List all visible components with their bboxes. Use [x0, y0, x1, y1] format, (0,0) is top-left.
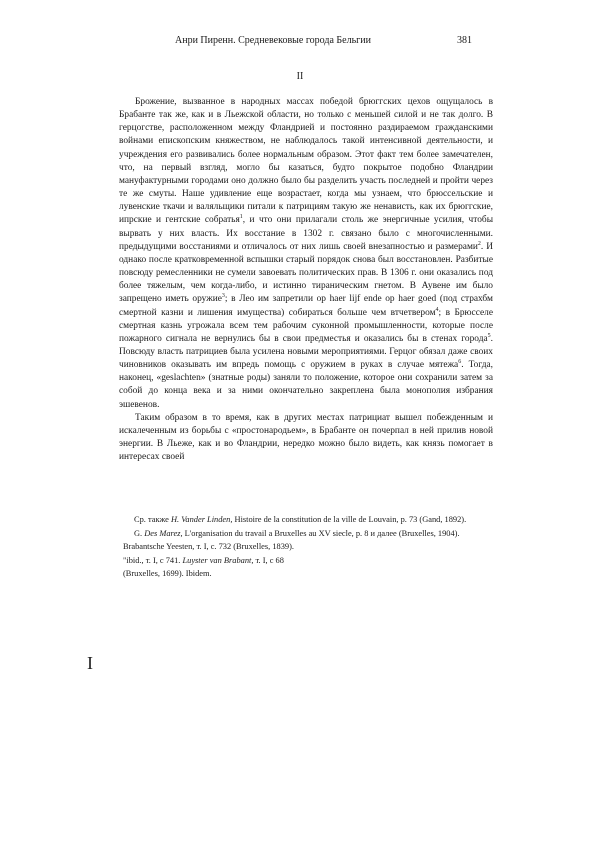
footnote: (Bruxelles, 1699). Ibidem.	[123, 569, 212, 578]
text-run: ; в Брюсселе смертная казнь угрожала всем тем рабочим суконной промышленности, которые после пожарного сигнала не вернулись бы в свои предместья и оказались бы в стенах города	[119, 307, 493, 344]
text-run: Histoire de la constitution de la ville de Louvain, p. 73 (Gand, 1892).	[232, 515, 467, 524]
page-number: 381	[457, 35, 472, 46]
footnote-ref: 1	[239, 214, 243, 221]
footnote: Brabantsche Yeesten, т. I, с. 732 (Bruxelles, 1839).	[123, 542, 294, 551]
footnote-ref: 3	[221, 293, 225, 300]
header-title: Анри Пиренн. Средневековые города Бельгии	[175, 35, 371, 46]
text-run: Ср. также	[134, 515, 171, 524]
book-title: Luyster van Brabant	[182, 555, 252, 565]
footnote-ref: 2	[477, 240, 481, 247]
footnote-ref: 4	[435, 306, 439, 313]
paragraph	[119, 96, 493, 412]
text-run: "ibid., т. I, с 741.	[123, 555, 183, 565]
text-run: L'organisation du travail a Bruxelles au XV siecle, p. 8 и далее (Bruxelles, 1904).	[182, 528, 460, 538]
running-header	[150, 34, 490, 48]
author-name: Des Marez,	[144, 528, 183, 538]
text-cursor-icon: I	[87, 653, 93, 673]
text-run: . Повсюду власть патрициев была усилена новыми мероприятиями. Герцог обязал даже своих чиновников оказывать им впредь помощь с оружием в руках в случае мятежа	[119, 333, 493, 371]
paragraph: Таким образом в то время, как в других местах патрициат вышел побежденным и искалеченным из борьбы с «простонародьем», в Брабанте он почерпал в ней прилив новой энергии. В Льеже, как и во Фландрии, нередко можно было видеть, как князь помогает в интересах своей	[119, 412, 493, 463]
text-run: , и что они прилагали столь же энергичные усилия, чтобы вырвать у них власть. Их восстание в 1302 г. связано было с многочисленными. предыдущими восстаниями и отличалось от них лишь своей внезапностью и размерами	[119, 215, 493, 252]
body-text	[119, 96, 493, 464]
footnote-ref: 5	[487, 332, 491, 339]
text-run: ; в Лео им запретили ор haer lijf ende op haer goed (под страхбм смертной казни и лишения имущества) собираться больше чем втчетвером	[119, 294, 493, 318]
footnote	[134, 514, 484, 526]
section-number: II	[296, 71, 304, 82]
text-run: Брожение, вызванное в народных массах победой брюггских цехов ощущалось в Брабанте так же, как и в Льежской области, но только с меньшей силой и не так долго. В герцогстве, расположенном между Фландрией и постоянно раздираемом гражданскими войнами епископским княжеством, не наблюдалось такой интенсивной деятельности, и учреждения его развивались более нормальным образом. Этот факт тем более замечателен, что, на первый взгляд, могло бы казаться, будто покрытое подобно Фландрии мануфактурными городами оно должно было бы разделить участь последней и пройти через те же смуты. Наше удивление еще возрастает, когда мы узнаем, что брюссельские и лувенские ткачи и валяльщики питали к патрициям такую же ненависть, как их брюггские, ипрские и гентские собратья	[119, 97, 493, 226]
text-run: G.	[134, 528, 145, 538]
text-run: , т. I, с 68	[251, 555, 284, 565]
author-name: H. Vander Linden,	[171, 515, 233, 524]
footnote-ref: 6	[458, 359, 462, 365]
text-run: . И однако после кратковременной вспышки старый порядок снова был восстановлен. Разбитые повсюду ремесленники не сумели завоевать политических прав. В 1306 г. они оказались под более тяжелым, чем когда-либо, и истинно тираническим гнетом. В Аувене им было запрещено иметь оружие	[119, 241, 493, 305]
footnote	[134, 528, 484, 540]
text-run: . Тогда, наконец, «geslachten» (знатные роды) заняли то положение, которое они сохранили затем за собой до конца века и за ними окончательно закреплена была монополия избрания эшевенов.	[119, 360, 493, 410]
footnote	[123, 555, 484, 567]
footnotes	[123, 514, 484, 582]
